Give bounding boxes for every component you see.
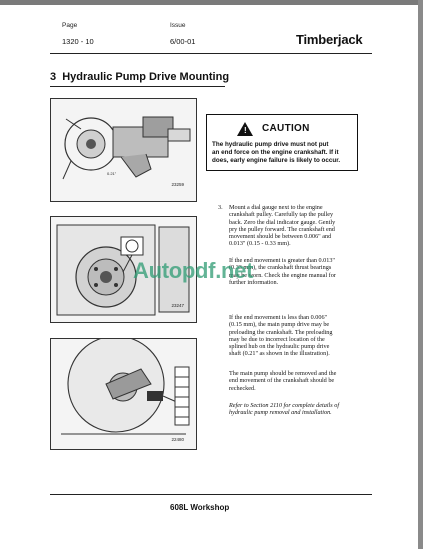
text-line: If the end movement is greater than 0.013"	[229, 257, 335, 264]
text-line: shaft (0.21" as shown in the illustration).	[229, 350, 330, 358]
watermark-text: Autopdf.net	[133, 258, 254, 283]
svg-text:0.21": 0.21"	[107, 171, 117, 176]
text-line: crankshaft pulley. Carefully tap the pulley	[229, 211, 334, 219]
caution-title: CAUTION	[262, 123, 310, 134]
text-line: Refer to Section 2110 for complete details of	[229, 402, 340, 409]
step-paragraph-4	[229, 370, 336, 392]
page-number: 1320 - 10	[62, 37, 94, 46]
text-line: may be due to incorrect location of the	[229, 335, 325, 343]
brand-logo: Timberjack	[296, 32, 363, 47]
figure-number: 23259	[171, 182, 184, 187]
section-title-text: Hydraulic Pump Drive Mounting	[62, 71, 230, 83]
text-line: back. Zero the dial indicator gauge. Gently	[229, 218, 336, 226]
text-line: 0.013" (0.15 - 0.33 mm).	[229, 240, 291, 248]
header-rule	[50, 53, 372, 54]
figure-number: 23247	[171, 303, 184, 308]
text-line: hydraulic pump removal and installation.	[229, 409, 332, 417]
text-line: (0.15 mm), the main pump drive may be	[229, 321, 330, 329]
scan-edge-top	[0, 0, 423, 5]
footer-rule	[50, 494, 372, 495]
figure-number: 22480	[171, 437, 184, 442]
issue-number: 6/00-01	[170, 37, 196, 46]
caution-line: an end force on the engine crankshaft. If it	[212, 149, 339, 156]
text-line: movement should be between 0.006" and	[229, 233, 332, 241]
text-line: preloading the crankshaft. The preloading	[229, 328, 333, 336]
warning-exclamation-icon: !	[244, 126, 247, 135]
text-line: If the end movement is less than 0.006"	[229, 314, 328, 321]
issue-label: Issue	[170, 22, 186, 29]
section-title-rule	[50, 86, 225, 87]
step-paragraph-reference	[229, 402, 339, 417]
caution-line: The hydraulic pump drive must not put	[212, 141, 329, 148]
caution-text	[212, 141, 340, 165]
hub-location-illustration	[51, 339, 196, 449]
caution-line: does, early engine failure is likely to occur.	[212, 157, 341, 164]
page-label: Page	[62, 22, 78, 29]
figure-pump-drive-assembly	[50, 98, 197, 202]
text-line: The main pump should be removed and the	[229, 370, 337, 377]
text-line: Mount a dial gauge next to the engine	[229, 204, 323, 211]
caution-box	[206, 114, 358, 171]
text-line: splined hub on the hydraulic pump drive	[229, 343, 330, 351]
footer-title: 608L Workshop	[170, 503, 230, 512]
text-line: (0.33 mm), the crankshaft thrust bearings	[229, 264, 332, 272]
text-line: further information.	[229, 278, 279, 286]
step-paragraph-1	[229, 204, 335, 248]
step-number: 3.	[218, 204, 223, 211]
text-line: rechecked.	[229, 384, 256, 392]
scan-edge-right	[418, 0, 423, 549]
section-title	[50, 71, 229, 83]
text-line: may be worn. Check the engine manual for	[229, 271, 336, 279]
section-number: 3	[50, 71, 57, 83]
text-line: pry the pulley forward. The crankshaft end	[229, 225, 335, 233]
text-line: end movement of the crankshaft should be	[229, 377, 335, 385]
step-paragraph-3	[229, 314, 333, 358]
figure-hub-location	[50, 338, 197, 450]
